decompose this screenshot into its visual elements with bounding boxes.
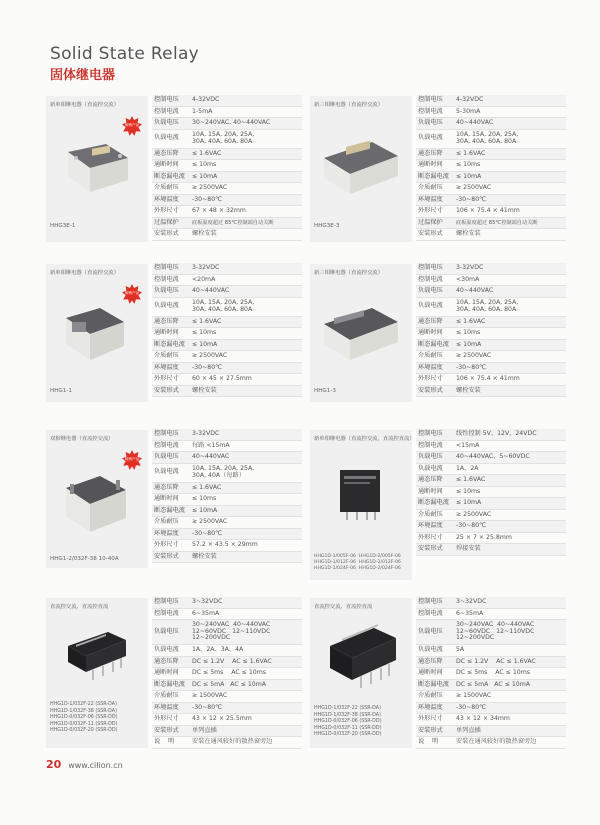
spec-value: 螺栓安装 <box>190 551 302 563</box>
spec-value: ≤ 10mA <box>454 171 566 183</box>
spec-value: 5A <box>456 646 465 654</box>
spec-key: 介质耐压 <box>154 352 179 360</box>
spec-table <box>416 597 566 749</box>
spec-value: ≤ 1.6VAC <box>190 148 302 160</box>
spec-value: DC ≤ 5mA AC ≤ 10mA <box>454 679 566 691</box>
spec-key: 负载电压 <box>152 452 190 464</box>
product-card <box>310 430 568 580</box>
product-model: HHG1-1 <box>50 388 72 394</box>
product-model: HHG3E-3 <box>314 223 340 229</box>
product-model: HHG1-2/032F-38 10-40A <box>50 556 119 562</box>
spec-key: 环境温度 <box>416 194 454 206</box>
spec-key: 安装形式 <box>416 544 454 556</box>
spec-value: -30~80℃ <box>454 521 566 533</box>
spec-key: 负载电流 <box>154 468 179 476</box>
spec-value: 6~35mA <box>456 609 484 617</box>
bestseller-badge <box>122 116 142 136</box>
spec-value: DC ≤ 5ms AC ≤ 10ms <box>456 669 530 677</box>
spec-value: 1A、2A <box>456 464 479 472</box>
spec-value: ≤ 1.6VAC <box>454 316 566 328</box>
spec-key: 通断时间 <box>418 329 443 337</box>
spec-value: 43 × 12 × 25.5mm <box>192 715 252 723</box>
spec-key: 控制电压 <box>416 263 454 274</box>
spec-key: 介质耐压 <box>418 184 443 192</box>
spec-value: 线性控制 5V、12V、24VDC <box>454 429 566 440</box>
product-card <box>46 264 304 402</box>
spec-value: ≥ 2500VAC <box>456 184 492 192</box>
product-card <box>46 96 304 242</box>
spec-key: 负载电压 <box>152 286 190 298</box>
spec-key: 控制电流 <box>418 441 443 449</box>
page-title-cn: 固体继电器 <box>50 68 116 83</box>
spec-value: ≥ 2500VAC <box>456 510 492 518</box>
sip-relay-image <box>62 626 132 686</box>
spec-key: 断态漏电流 <box>152 505 190 517</box>
product-category-label: 新三相继电器（直流控交流） <box>314 270 383 276</box>
product-card <box>310 96 568 242</box>
spec-key: 负载电压 <box>152 118 190 130</box>
spec-value: ≤ 10ms <box>192 495 217 503</box>
spec-key: 环境温度 <box>152 702 190 714</box>
spec-key: 负载电压 <box>416 452 454 464</box>
spec-value: DC ≤ 1.2V AC ≤ 1.6VAC <box>190 656 302 668</box>
spec-key: 通态压降 <box>152 482 190 494</box>
spec-key: 控制电压 <box>416 429 454 440</box>
spec-key: 安装形式 <box>416 385 454 397</box>
spec-key: 负载电流 <box>418 302 443 310</box>
spec-value: 30~240VAC 40~440VAC 12~60VDC 12~110VDC 12~200VDC <box>190 620 302 645</box>
spec-value: 106 × 75.4 × 41mm <box>456 375 520 383</box>
spec-value: 3-32VDC <box>190 429 302 440</box>
spec-value: <20mA <box>192 275 216 283</box>
spec-value: -30~80℃ <box>190 362 302 374</box>
spec-value: ≥ 1500VAC <box>192 692 228 700</box>
product-category-label: 直流控交流、直流控直流 <box>314 604 373 610</box>
spec-key: 控制电流 <box>154 441 179 449</box>
spec-key: 负载电流 <box>154 134 179 142</box>
spec-value: -30~80℃ <box>190 702 302 714</box>
page-number: 20 <box>46 758 62 771</box>
badge-text: 畅销产品 <box>124 123 140 127</box>
spec-table <box>152 263 302 397</box>
spec-value: 螺栓安装 <box>190 385 302 397</box>
spec-value: DC ≤ 1.2V AC ≤ 1.6VAC <box>454 656 566 668</box>
spec-value: DC ≤ 5mA AC ≤ 10mA <box>190 679 302 691</box>
spec-value: 焊接安装 <box>454 544 566 556</box>
spec-key: 外形尺寸 <box>418 533 443 541</box>
sip-relay-image <box>324 622 400 692</box>
spec-value: ≥ 2500VAC <box>192 352 228 360</box>
spec-key: 介质耐压 <box>154 692 179 700</box>
spec-value: ≤ 10ms <box>192 329 217 337</box>
spec-key: 控制电压 <box>152 95 190 106</box>
spec-value: 10A, 15A, 20A, 25A, 30A, 40A, 60A, 80A <box>192 131 255 145</box>
product-image-panel <box>310 264 412 402</box>
spec-value: -30~80℃ <box>190 194 302 206</box>
spec-key: 通态压降 <box>152 148 190 160</box>
spec-key: 通态压降 <box>152 656 190 668</box>
spec-key: 负载电压 <box>416 286 454 298</box>
spec-key: 安装形式 <box>152 551 190 563</box>
spec-value: 每路 <15mA <box>192 441 230 449</box>
three-phase-relay-image <box>320 134 400 196</box>
pcb-relay-image <box>332 462 392 522</box>
product-image-panel <box>46 96 148 242</box>
spec-value: 1A、2A、3A、4A <box>192 646 244 654</box>
spec-value: 底板温度超过 85℃控制端自动关断 <box>454 217 566 229</box>
single-phase-relay-image <box>60 302 130 362</box>
spec-value: 安装在通风较好的散热窗旁边 <box>192 738 273 746</box>
spec-key: 通态压降 <box>416 475 454 487</box>
product-model: HHG1D-1/032F-22 (SSR-DA) HHG1D-1/032F-38 (SSR-DA) HHG1D-0/032F-06 (SSR-DD) HHG1D-0/032F-11 (SSR-DD) HHG1D-0/032F-20 (SSR-DD) <box>314 706 382 738</box>
spec-value: 4-32VDC <box>190 95 302 106</box>
spec-table <box>416 95 566 241</box>
spec-value: ≥ 2500VAC <box>456 352 492 360</box>
spec-key: 通断时间 <box>154 495 179 503</box>
bestseller-badge <box>122 284 142 304</box>
spec-value: 4-32VDC <box>454 95 566 106</box>
spec-key: 控制电流 <box>154 107 179 115</box>
product-model: HHG1D-1/032F-22 (SSR-DA) HHG1D-1/032F-38 (SSR-DA) HHG1D-0/032F-06 (SSR-DD) HHG1D-0/032F-11 (SSR-DD) HHG1D-0/032F-20 (SSR-DD) <box>50 702 118 734</box>
bestseller-badge <box>122 450 142 470</box>
spec-key: 控制电流 <box>154 275 179 283</box>
spec-key: 通态压降 <box>152 316 190 328</box>
spec-key: 介质耐压 <box>154 518 179 526</box>
spec-key: 负载电流 <box>154 302 179 310</box>
spec-value: 3-32VDC <box>190 263 302 274</box>
spec-key: 负载电压 <box>416 620 454 645</box>
spec-key: 安装形式 <box>418 230 443 238</box>
spec-value: 40~440VAC、5~60VDC <box>454 452 566 464</box>
spec-key: 环境温度 <box>152 528 190 540</box>
badge-text: 畅销产品 <box>124 291 140 295</box>
spec-value: DC ≤ 5ms AC ≤ 10ms <box>192 669 266 677</box>
product-category-label: 新单相继电器（直流控交流，直流控直流） <box>314 436 415 442</box>
spec-key: 介质耐压 <box>418 510 443 518</box>
spec-value: 30~240VAC, 40~440VAC <box>190 118 302 130</box>
spec-key: 控制电压 <box>416 95 454 106</box>
spec-value: ≤ 1.6VAC <box>190 316 302 328</box>
product-model: HHG1D-1/005F-06 HHG1D-2/005F-06 HHG1D-1/012F-06 HHG1D-2/012F-06 HHG1D-1/024F-06 HHG1D-2/024F-06 <box>314 554 401 571</box>
spec-value: ≤ 1.6VAC <box>454 475 566 487</box>
spec-value: 40~440VAC <box>454 286 566 298</box>
spec-value: <30mA <box>456 275 480 283</box>
product-category-label: 新单相继电器（直流控交流） <box>50 102 119 108</box>
spec-key: 外形尺寸 <box>154 715 179 723</box>
product-model: HHG1-3 <box>314 388 336 394</box>
spec-value: ≤ 10mA <box>190 171 302 183</box>
spec-table <box>152 429 302 563</box>
page-footer <box>46 758 123 771</box>
spec-value: ≥ 2500VAC <box>192 518 228 526</box>
spec-key: 通断时间 <box>418 487 443 495</box>
spec-key: 断态漏电流 <box>416 339 454 351</box>
spec-value: 6~35mA <box>192 609 220 617</box>
spec-key: 控制电压 <box>152 263 190 274</box>
spec-key: 安装形式 <box>154 230 179 238</box>
spec-key: 通态压降 <box>416 316 454 328</box>
product-category-label: 新单相继电器（直流控交流） <box>50 270 119 276</box>
spec-key: 通断时间 <box>418 669 443 677</box>
spec-table <box>152 597 302 749</box>
spec-key: 通断时间 <box>154 669 179 677</box>
spec-key: 断态漏电流 <box>416 171 454 183</box>
spec-value: 单列直插 <box>454 725 566 737</box>
spec-key: 安装形式 <box>152 385 190 397</box>
spec-value: 螺栓安装 <box>456 230 481 238</box>
spec-value: -30~80℃ <box>454 362 566 374</box>
spec-value: ≤ 10ms <box>456 161 481 169</box>
spec-key: 外形尺寸 <box>154 375 179 383</box>
spec-value: 3~32VDC <box>454 597 566 608</box>
spec-key: 断态漏电流 <box>416 498 454 510</box>
spec-key: 断态漏电流 <box>152 679 190 691</box>
spec-value: 3-32VDC <box>454 263 566 274</box>
spec-key: 环境温度 <box>416 362 454 374</box>
three-phase-relay-image <box>320 300 400 362</box>
spec-key: 控制电压 <box>152 429 190 440</box>
spec-key: 断态漏电流 <box>416 679 454 691</box>
spec-value: 40~440VAC <box>190 452 302 464</box>
spec-key: 介质耐压 <box>418 352 443 360</box>
spec-key: 说 明 <box>154 738 175 746</box>
spec-key: 负载电流 <box>154 646 179 654</box>
spec-key: 负载电压 <box>416 118 454 130</box>
spec-key: 通断时间 <box>154 329 179 337</box>
dual-phase-relay-image <box>60 470 132 536</box>
product-image-panel <box>46 598 148 748</box>
spec-value: ≤ 10mA <box>190 505 302 517</box>
spec-value: 螺栓安装 <box>192 230 217 238</box>
product-card <box>310 264 568 402</box>
spec-key: 负载电流 <box>418 134 443 142</box>
spec-key: 介质耐压 <box>418 692 443 700</box>
spec-key: 负载电流 <box>418 464 443 472</box>
spec-key: 通态压降 <box>416 148 454 160</box>
spec-value: 106 × 75.4 × 41mm <box>456 207 520 215</box>
spec-value: 3~32VDC <box>190 597 302 608</box>
spec-key: 控制电流 <box>418 609 443 617</box>
spec-key: 介质耐压 <box>154 184 179 192</box>
spec-key: 外形尺寸 <box>418 207 443 215</box>
spec-key: 控制电流 <box>418 107 443 115</box>
spec-value: 10A, 15A, 20A, 25A, 30A, 40A（每路） <box>192 465 255 479</box>
spec-key: 环境温度 <box>416 702 454 714</box>
spec-key: 环境温度 <box>152 194 190 206</box>
spec-value: ≤ 1.6VAC <box>190 482 302 494</box>
product-category-label: 双相继电器（直流控交流） <box>50 436 114 442</box>
product-card <box>310 598 568 748</box>
spec-value: ≤ 10ms <box>192 161 217 169</box>
spec-key: 断态漏电流 <box>152 171 190 183</box>
spec-key: 外形尺寸 <box>154 207 179 215</box>
spec-value: ≤ 10mA <box>454 498 566 510</box>
spec-value: <15mA <box>456 441 480 449</box>
spec-value: 10A, 15A, 20A, 25A, 30A, 40A, 60A, 80A <box>456 299 519 313</box>
single-phase-relay-image <box>62 138 132 193</box>
spec-value: 1-5mA <box>192 107 213 115</box>
product-category-label: 新三相继电器（直流控交流） <box>314 102 383 108</box>
product-card <box>46 430 304 568</box>
product-category-label: 直流控交流、直流控直流 <box>50 604 109 610</box>
product-image-panel <box>310 598 412 748</box>
spec-key: 断态漏电流 <box>152 339 190 351</box>
spec-key: 通断时间 <box>154 161 179 169</box>
product-image-panel <box>46 264 148 402</box>
website-url: www.cilion.cn <box>68 761 123 770</box>
spec-key: 安装形式 <box>152 725 190 737</box>
spec-value: ≤ 10mA <box>190 339 302 351</box>
spec-key: 过温保护 <box>152 217 190 229</box>
spec-key: 控制电压 <box>416 597 454 608</box>
badge-text: 畅销产品 <box>124 457 140 461</box>
spec-key: 负载电流 <box>418 646 443 654</box>
product-image-panel <box>310 430 415 580</box>
spec-value: -30~80℃ <box>454 194 566 206</box>
spec-value: 单列直插 <box>190 725 302 737</box>
spec-table <box>152 95 302 241</box>
spec-key: 安装形式 <box>416 725 454 737</box>
spec-value: -30~80℃ <box>190 528 302 540</box>
spec-value: 25 × 7 × 25.8mm <box>456 533 512 541</box>
spec-value: ≤ 10ms <box>456 329 481 337</box>
spec-key: 通断时间 <box>418 161 443 169</box>
spec-value: 60 × 45 × 27.5mm <box>192 375 252 383</box>
spec-key: 环境温度 <box>152 362 190 374</box>
spec-value: 40~440VAC <box>454 118 566 130</box>
spec-table <box>416 263 566 397</box>
spec-value: ≥ 2500VAC <box>192 184 228 192</box>
spec-key: 环境温度 <box>416 521 454 533</box>
spec-key: 外形尺寸 <box>418 715 443 723</box>
page-title-en: Solid State Relay <box>50 44 200 64</box>
spec-key: 过温保护 <box>416 217 454 229</box>
spec-value: 5-30mA <box>456 107 481 115</box>
spec-key: 通态压降 <box>416 656 454 668</box>
spec-value: 底板温度超过 85℃控制端自动关断 <box>190 217 302 229</box>
spec-value: 40~440VAC <box>190 286 302 298</box>
spec-value: 10A, 15A, 20A, 25A, 30A, 40A, 60A, 80A <box>456 131 519 145</box>
product-image-panel <box>46 430 148 568</box>
spec-value: 10A, 15A, 20A, 25A, 30A, 40A, 60A, 80A <box>192 299 255 313</box>
spec-key: 外形尺寸 <box>418 375 443 383</box>
spec-key: 说 明 <box>418 738 439 746</box>
spec-table <box>416 429 566 556</box>
spec-value: 67 × 48 × 32mm <box>192 207 246 215</box>
spec-key: 负载电压 <box>152 620 190 645</box>
spec-value: 43 × 12 × 34mm <box>456 715 510 723</box>
spec-value: ≤ 10ms <box>456 487 481 495</box>
spec-value: ≥ 1500VAC <box>456 692 492 700</box>
spec-key: 控制电流 <box>418 275 443 283</box>
product-card <box>46 598 304 748</box>
spec-value: 安装在通风较好的散热窗旁边 <box>456 738 537 746</box>
spec-key: 控制电流 <box>154 609 179 617</box>
spec-value: 螺栓安装 <box>454 385 566 397</box>
product-image-panel <box>310 96 412 242</box>
spec-key: 外形尺寸 <box>154 541 179 549</box>
product-model: HHG3E-1 <box>50 223 76 229</box>
spec-value: 57.2 × 43.5 × 29mm <box>192 541 258 549</box>
spec-value: ≤ 10mA <box>454 339 566 351</box>
spec-key: 控制电压 <box>152 597 190 608</box>
spec-value: 30~240VAC 40~440VAC 12~60VDC 12~110VDC 12~200VDC <box>454 620 566 645</box>
spec-value: ≤ 1.6VAC <box>454 148 566 160</box>
spec-value: -30~80℃ <box>454 702 566 714</box>
